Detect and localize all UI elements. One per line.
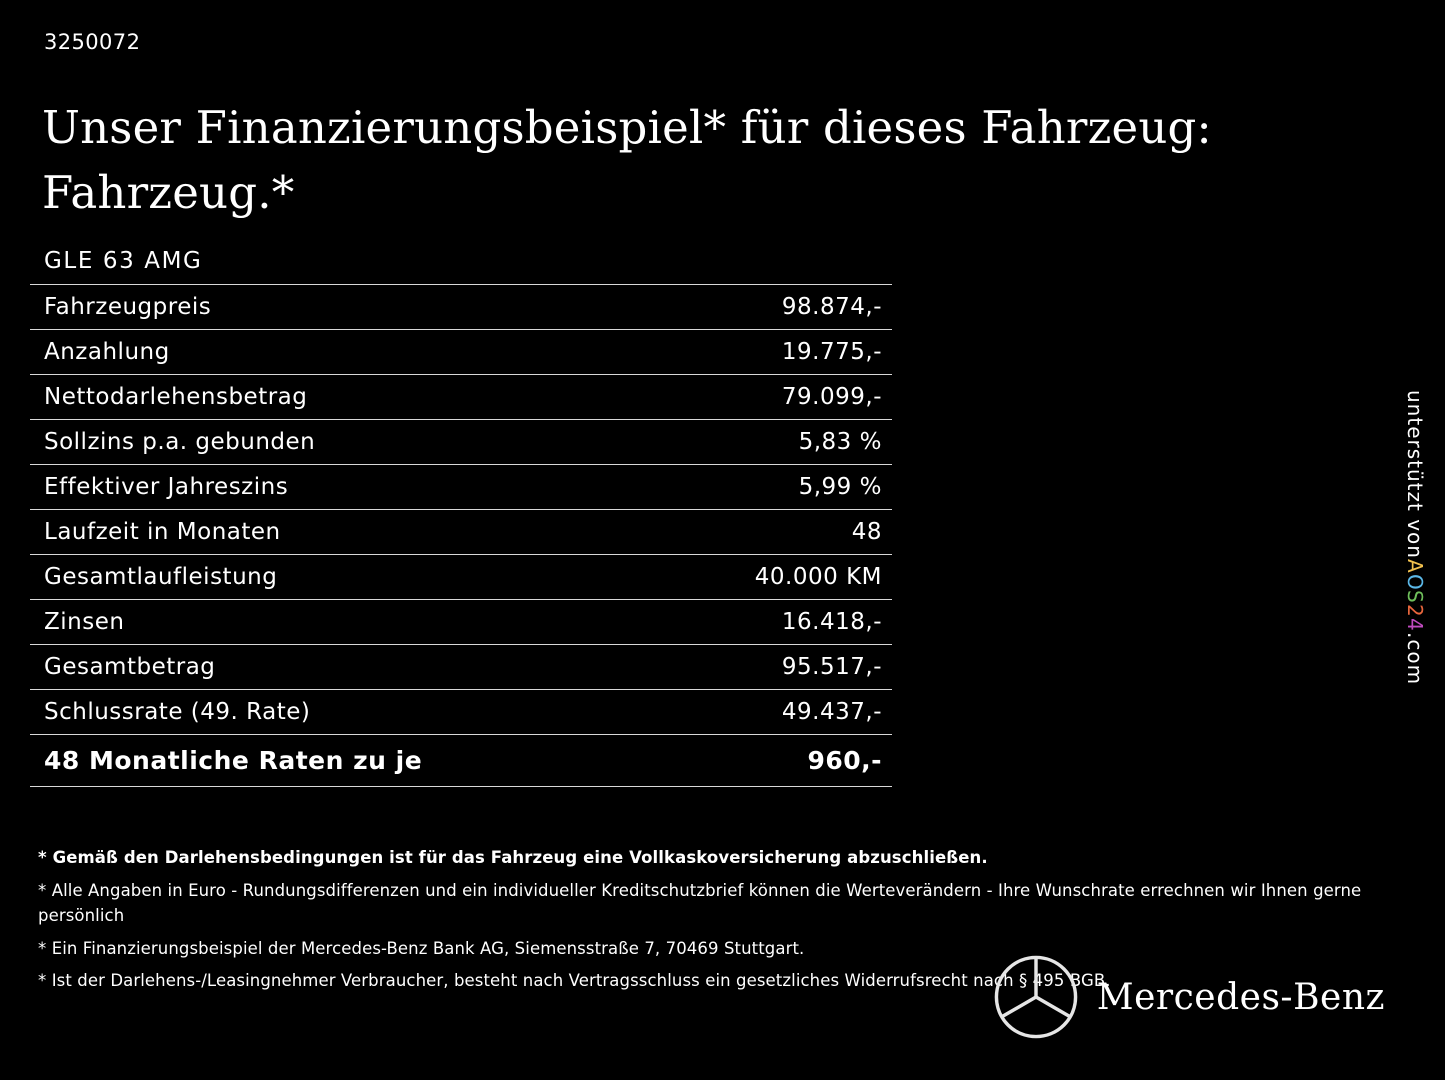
supported-by-watermark [1383,390,1427,810]
total-label: 48 Monatliche Raten zu je [30,735,669,787]
table-row [30,555,892,600]
row-label: Gesamtbetrag [30,645,669,690]
table-row [30,510,892,555]
brand-letter-a: A [1403,558,1427,574]
row-value: 48 [669,510,892,555]
row-value: 16.418,- [669,600,892,645]
brand-letter-2: 2 [1403,604,1427,618]
row-label: Gesamtlaufleistung [30,555,669,600]
row-value: 79.099,- [669,375,892,420]
brand-letter-s: S [1403,590,1427,605]
table-row [30,600,892,645]
table-row [30,645,892,690]
table-row [30,465,892,510]
row-label: Fahrzeugpreis [30,285,669,330]
footnote-item: * Ist der Darlehens-/Leasingnehmer Verbraucher, besteht nach Vertragsschluss ein gesetzliches Widerrufsrecht nach § 495 BGB. [38,971,1111,991]
row-label: Effektiver Jahreszins [30,465,669,510]
brand-letter-4: 4 [1403,617,1427,632]
vehicle-model-name: GLE 63 AMG [44,248,203,274]
row-value: 49.437,- [669,690,892,735]
table-row-total [30,735,892,787]
footnote-item: * Alle Angaben in Euro - Rundungsdifferenzen und ein individueller Kreditschutzbrief können die Werteverändern - Ihre Wunschrate errechnen wir Ihnen gerne persönlich [38,880,1362,926]
mercedes-benz-wordmark: Mercedes-Benz [1096,976,1385,1018]
financing-table [30,284,892,787]
row-value: 40.000 KM [669,555,892,600]
row-value: 5,83 % [669,420,892,465]
reference-id: 3250072 [44,30,141,54]
row-label: Anzahlung [30,330,669,375]
table-row [30,285,892,330]
mercedes-benz-logo [993,954,1385,1040]
row-value: 5,99 % [669,465,892,510]
brand-letter-o: O [1403,573,1427,591]
row-value: 98.874,- [669,285,892,330]
mercedes-star-icon [993,954,1079,1040]
row-label: Zinsen [30,600,669,645]
financing-table-container [30,248,892,787]
footnote-item: * Gemäß den Darlehensbedingungen ist für das Fahrzeug eine Vollkaskoversicherung abzuschließen. [38,848,988,867]
row-label: Laufzeit in Monaten [30,510,669,555]
financing-table-body [30,285,892,787]
table-row [30,690,892,735]
page-title: Unser Finanzierungsbeispiel* für dieses Fahrzeug: Fahrzeug.* [42,101,1212,220]
row-value: 19.775,- [669,330,892,375]
supported-by-label: unterstützt von [1403,390,1427,559]
table-row [30,420,892,465]
row-value: 95.517,- [669,645,892,690]
brand-domain: .com [1403,631,1427,685]
table-row [30,375,892,420]
row-label: Nettodarlehensbetrag [30,375,669,420]
table-row [30,330,892,375]
footnote-item: * Ein Finanzierungsbeispiel der Mercedes-Benz Bank AG, Siemensstraße 7, 70469 Stuttgart. [38,938,805,958]
total-value: 960,- [669,735,892,787]
row-label: Sollzins p.a. gebunden [30,420,669,465]
row-label: Schlussrate (49. Rate) [30,690,669,735]
